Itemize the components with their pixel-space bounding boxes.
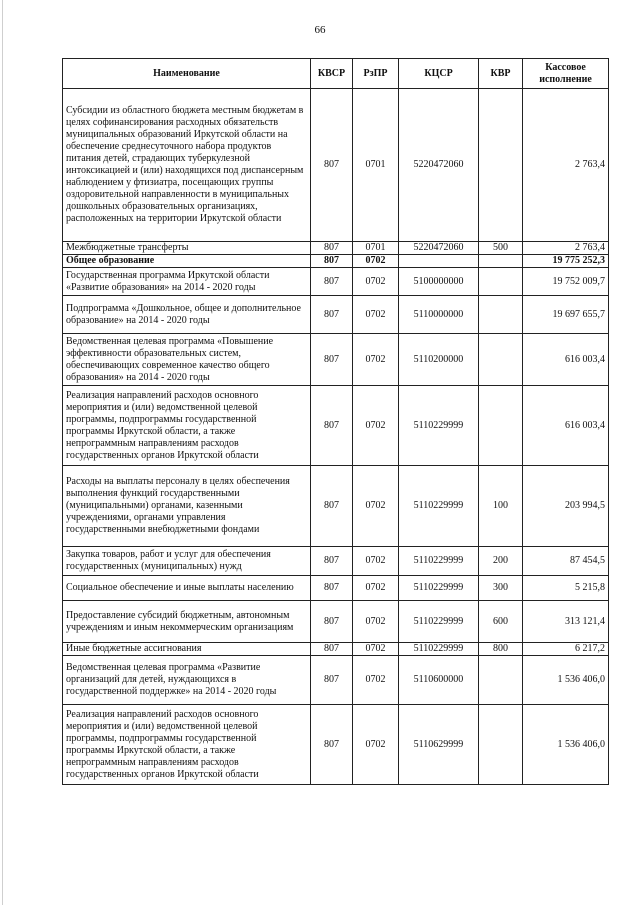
table-row (63, 576, 609, 601)
row-rzpr: 0702 (353, 255, 399, 268)
row-kvsr: 807 (311, 242, 353, 255)
row-amount: 19 697 655,7 (523, 296, 609, 334)
row-name: Социальное обеспечение и иные выплаты населению (63, 576, 311, 601)
table-header-row (63, 59, 609, 89)
row-rzpr: 0702 (353, 466, 399, 547)
row-kvsr: 807 (311, 334, 353, 386)
row-amount: 616 003,4 (523, 386, 609, 466)
row-amount: 87 454,5 (523, 547, 609, 576)
row-kvr (479, 656, 523, 705)
row-kcsr: 5110600000 (399, 656, 479, 705)
row-amount: 1 536 406,0 (523, 705, 609, 785)
row-kvr: 200 (479, 547, 523, 576)
row-kcsr: 5110229999 (399, 643, 479, 656)
row-name: Закупка товаров, работ и услуг для обеспечения государственных (муниципальных) нужд (63, 547, 311, 576)
row-kvr: 300 (479, 576, 523, 601)
row-rzpr: 0702 (353, 296, 399, 334)
row-kvr (479, 296, 523, 334)
table-row (63, 296, 609, 334)
row-kcsr: 5110200000 (399, 334, 479, 386)
row-kvr (479, 334, 523, 386)
row-kvr (479, 255, 523, 268)
row-name: Государственная программа Иркутской области «Развитие образования» на 2014 - 2020 годы (63, 268, 311, 296)
row-amount: 1 536 406,0 (523, 656, 609, 705)
row-amount: 6 217,2 (523, 643, 609, 656)
header-kvr: КВР (479, 59, 523, 89)
row-rzpr: 0702 (353, 334, 399, 386)
row-name: Реализация направлений расходов основного мероприятия и (или) ведомственной целевой программы, подпрограммы государственной программы Иркутской области, а также непрограммным направлениям расходов государственных органов Иркутской области (63, 386, 311, 466)
row-amount: 5 215,8 (523, 576, 609, 601)
row-kvr: 800 (479, 643, 523, 656)
row-name: Общее образование (63, 255, 311, 268)
header-amount: Кассовое исполнение (523, 59, 609, 89)
row-rzpr: 0701 (353, 242, 399, 255)
row-kvsr: 807 (311, 576, 353, 601)
header-name: Наименование (63, 59, 311, 89)
row-name: Реализация направлений расходов основного мероприятия и (или) ведомственной целевой программы, подпрограммы государственной программы Иркутской области, а также непрограммным направлениям расходов государственных органов Иркутской области (63, 705, 311, 785)
row-name: Иные бюджетные ассигнования (63, 643, 311, 656)
row-kvsr: 807 (311, 255, 353, 268)
row-kvr: 600 (479, 601, 523, 643)
row-rzpr: 0702 (353, 643, 399, 656)
row-kvsr: 807 (311, 386, 353, 466)
table-row (63, 334, 609, 386)
table-row (63, 547, 609, 576)
row-kvr (479, 89, 523, 242)
row-rzpr: 0702 (353, 547, 399, 576)
row-rzpr: 0702 (353, 386, 399, 466)
row-name: Ведомственная целевая программа «Повышение эффективности образовательных систем, обеспечивающих современное качество общего образования» на 2014 - 2020 годы (63, 334, 311, 386)
row-rzpr: 0702 (353, 705, 399, 785)
row-name: Предоставление субсидий бюджетным, автономным учреждениям и иным некоммерческим организациям (63, 601, 311, 643)
row-kcsr: 5220472060 (399, 242, 479, 255)
scan-edge-line (2, 0, 3, 905)
row-kvr: 100 (479, 466, 523, 547)
row-kcsr: 5110229999 (399, 386, 479, 466)
row-rzpr: 0702 (353, 268, 399, 296)
row-rzpr: 0702 (353, 601, 399, 643)
row-kcsr: 5100000000 (399, 268, 479, 296)
row-kvsr: 807 (311, 656, 353, 705)
row-kvr (479, 386, 523, 466)
row-amount: 313 121,4 (523, 601, 609, 643)
row-kvsr: 807 (311, 268, 353, 296)
row-kvsr: 807 (311, 705, 353, 785)
row-kcsr: 5110229999 (399, 547, 479, 576)
table-row (63, 242, 609, 255)
row-rzpr: 0701 (353, 89, 399, 242)
row-kvr (479, 268, 523, 296)
row-kcsr: 5220472060 (399, 89, 479, 242)
table-row (63, 656, 609, 705)
row-kcsr: 5110229999 (399, 576, 479, 601)
row-kvsr: 807 (311, 547, 353, 576)
table-row (63, 466, 609, 547)
row-amount: 19 775 252,3 (523, 255, 609, 268)
table-row (63, 643, 609, 656)
table-row (63, 705, 609, 785)
table-row (63, 268, 609, 296)
table-row (63, 89, 609, 242)
row-kvsr: 807 (311, 296, 353, 334)
row-amount: 2 763,4 (523, 89, 609, 242)
row-kvr: 500 (479, 242, 523, 255)
row-amount: 2 763,4 (523, 242, 609, 255)
header-rzpr: РзПР (353, 59, 399, 89)
row-kcsr (399, 255, 479, 268)
row-amount: 203 994,5 (523, 466, 609, 547)
row-kcsr: 5110229999 (399, 466, 479, 547)
row-kvsr: 807 (311, 89, 353, 242)
header-kcsr: КЦСР (399, 59, 479, 89)
budget-table (62, 58, 609, 785)
row-amount: 616 003,4 (523, 334, 609, 386)
row-kcsr: 5110000000 (399, 296, 479, 334)
table-row (63, 255, 609, 268)
row-name: Ведомственная целевая программа «Развитие организаций для детей, нуждающихся в государственной поддержке» на 2014 - 2020 годы (63, 656, 311, 705)
row-name: Расходы на выплаты персоналу в целях обеспечения выполнения функций государственными (муниципальными) органами, казенными учреждениями, органами управления государственными внебюджетными фондами (63, 466, 311, 547)
row-rzpr: 0702 (353, 576, 399, 601)
row-kvsr: 807 (311, 643, 353, 656)
row-name: Субсидии из областного бюджета местным бюджетам в целях софинансирования расходных обязательств муниципальных образований Иркутской области на обеспечение среднесуточного набора продуктов питания детей, страдающих туберкулезной интоксикацией и (или) находящихся под диспансерным наблюдением у фтизиатра, посещающих группы оздоровительной направленности в муниципальных дошкольных образовательных организациях, расположенных на территории Иркутской области (63, 89, 311, 242)
row-rzpr: 0702 (353, 656, 399, 705)
row-kcsr: 5110229999 (399, 601, 479, 643)
row-name: Подпрограмма «Дошкольное, общее и дополнительное образование» на 2014 - 2020 годы (63, 296, 311, 334)
row-kvsr: 807 (311, 466, 353, 547)
table-row (63, 601, 609, 643)
row-kcsr: 5110629999 (399, 705, 479, 785)
row-kvr (479, 705, 523, 785)
row-amount: 19 752 009,7 (523, 268, 609, 296)
header-kvsr: КВСР (311, 59, 353, 89)
row-kvsr: 807 (311, 601, 353, 643)
table-row (63, 386, 609, 466)
row-name: Межбюджетные трансферты (63, 242, 311, 255)
page-number: 66 (314, 24, 326, 36)
